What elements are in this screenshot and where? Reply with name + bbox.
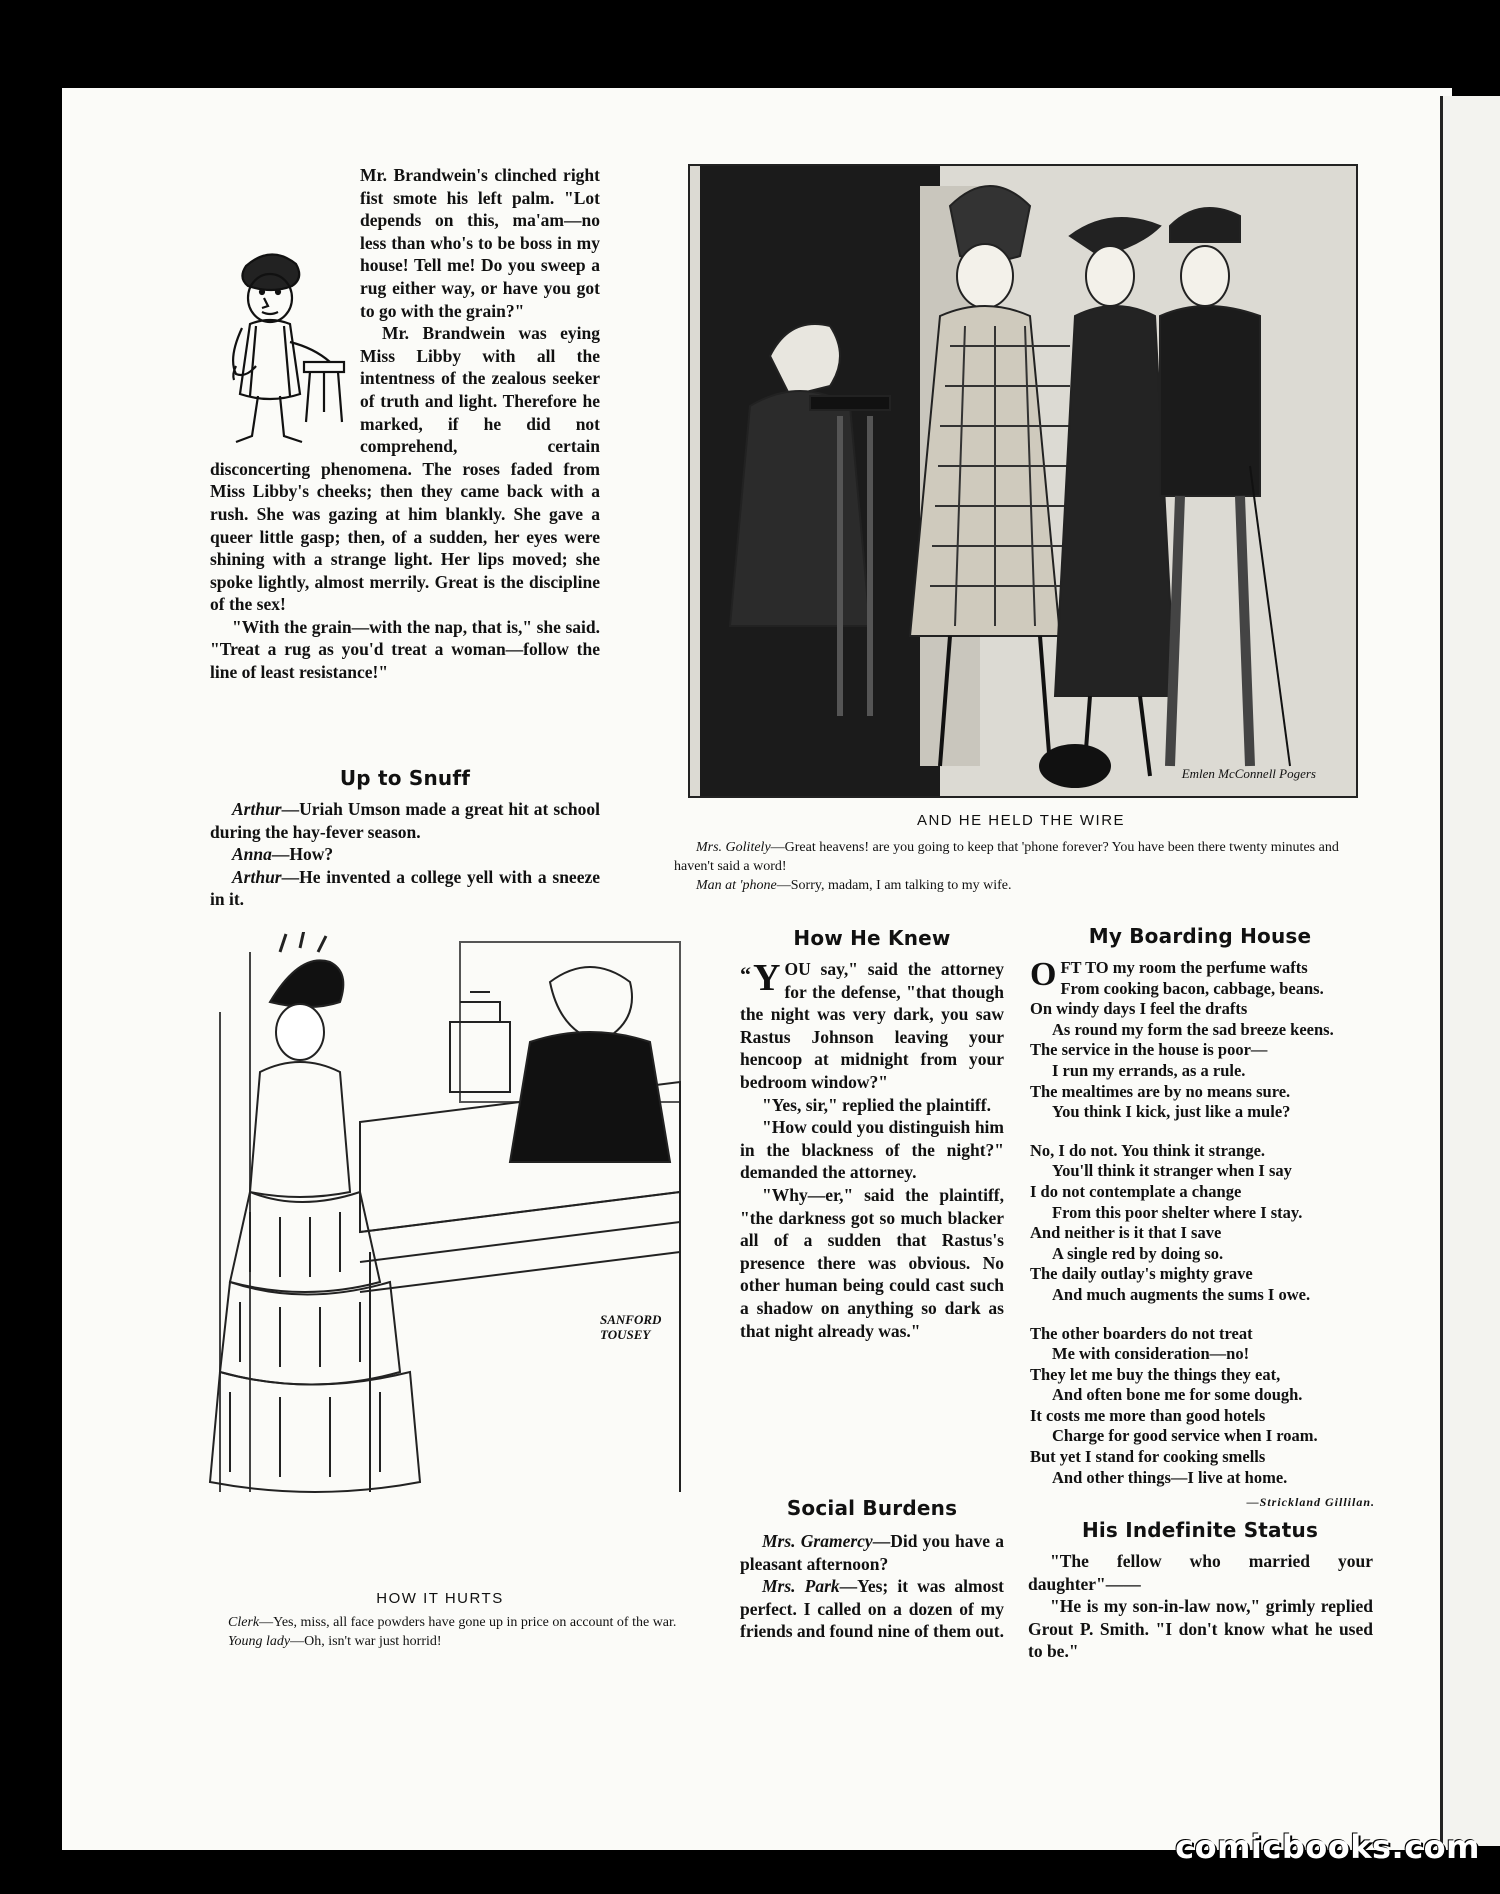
speaker-name: Clerk [228,1615,260,1630]
poem-credit: —Strickland Gillilan. [1246,1495,1375,1510]
speaker-name: Man at 'phone [696,878,777,893]
story-paragraph: "How could you distinguish him in the blackness of the night?" demanded the attorney. [740,1117,1004,1183]
dialogue-line: Arthur—He invented a college yell with a sneeze in it. [210,866,600,910]
social-burdens-body [740,1530,1004,1643]
poem-line: OFT TO my room the perfume wafts [1030,956,1308,993]
poem-line: It costs me more than good hotels [1030,1405,1266,1425]
facing-page-edge [1440,96,1500,1846]
how-it-hurts-caption-title: HOW IT HURTS [376,1590,504,1607]
open-quote: “ [740,962,751,987]
how-he-knew-heading: How He Knew [793,926,951,950]
drop-cap: Y [753,957,781,999]
poem-line: And other things—I live at home. [1052,1467,1288,1487]
illustrator-signature: SANFORD TOUSEY [600,1312,662,1342]
boarding-house-poem [1030,958,1375,1513]
poem-line: They let me buy the things they eat, [1030,1364,1281,1384]
speaker-name: Arthur [232,866,282,887]
poem-stanza [1030,958,1375,1123]
dialogue-line: Man at 'phone—Sorry, madam, I am talking to my wife. [696,878,1012,893]
speaker-name: Young lady [228,1634,291,1649]
poem-line: No, I do not. You think it strange. [1030,1140,1266,1160]
speaker-name: Mrs. Golitely [696,840,771,855]
dialogue-line: Mrs. Gramercy—Did you have a pleasant afternoon? [740,1531,1005,1574]
poem-line: And often bone me for some dough. [1052,1385,1303,1405]
poem-line: You think I kick, just like a mule? [1052,1102,1291,1122]
poem-line: I run my errands, as a rule. [1052,1060,1246,1080]
poem-line: As round my form the sad breeze keens. [1052,1019,1334,1039]
telephone-illustration [688,164,1358,798]
dialogue-line: Mrs. Golitely—Great heavens! are you going to keep that 'phone forever? You have been there twenty minutes and haven't said a word! [674,840,1339,874]
story-paragraph: Mr. Brandwein's clinched right fist smote his left palm. "Lot depends on this, ma'am—no less than who's to be boss in my house! Tell me! Do you sweep a rug either way, or have you got to go with the grain?" [360,165,600,321]
poem-line: But yet I stand for cooking smells [1030,1447,1266,1467]
drop-cap: O [1030,956,1057,993]
story-paragraph: "With the grain—with the nap, that is," she said. "Treat a rug as you'd treat a woman—follow the line of least resistance!" [210,616,600,683]
store-counter-illustration [190,932,690,1512]
dialogue-line: Arthur—Uriah Umson made a great hit at school during the hay-fever season. [210,799,600,842]
held-wire-caption [674,838,1364,895]
speaker-name: Mrs. Gramercy [762,1531,873,1551]
illustrator-signature: Emlen McConnell Pogers [1181,766,1316,781]
story-continuation [210,164,600,684]
poem-stanza [1030,1324,1375,1489]
up-to-snuff-body [210,798,600,911]
poem-line: On windy days I feel the drafts [1030,999,1248,1019]
story-paragraph: "Why—er," said the plaintiff, "the darkness got so much blacker all of a sudden that Rastus's presence there was obvious. No other human being could cast such a shadow on anything so dark as that night already was." [740,1184,1004,1341]
how-he-knew-body [740,958,1004,1342]
social-burdens-heading: Social Burdens [786,1496,958,1520]
poem-stanza [1030,1141,1375,1306]
poem-line: And much augments the sums I owe. [1052,1284,1311,1304]
story-paragraph: “ Y OU say," said the attorney for the defense, "that though the night was very dark, you saw Rastus Johnson leaving your hencoop at midnight from your bedroom window?" [740,957,1004,1092]
poem-line: From cooking bacon, cabbage, beans. [1060,978,1324,998]
poem-line: I do not contemplate a change [1030,1181,1242,1201]
dialogue-line: Anna—How? [232,844,334,865]
story-paragraph: "He is my son-in-law now," grimly replied Grout P. Smith. "I don't know what he used to be." [1028,1596,1373,1662]
speaker-name: Anna [232,844,272,865]
poem-line: The service in the house is poor— [1030,1040,1268,1060]
poem-line: And neither is it that I save [1030,1223,1222,1243]
dialogue-line: Mrs. Park—Yes; it was almost perfect. I called on a dozen of my friends and found nine of them out. [740,1576,1005,1642]
up-to-snuff-heading: Up to Snuff [339,766,471,790]
boarding-house-heading: My Boarding House [1088,924,1312,948]
poem-line: Charge for good service when I roam. [1052,1426,1318,1446]
indefinite-status-body [1028,1550,1373,1663]
speaker-name: Mrs. Park [762,1576,840,1597]
poem-line: Me with consideration—no! [1052,1344,1250,1364]
story-paragraph: "Yes, sir," replied the plaintiff. [762,1094,991,1115]
poem-line: The mealtimes are by no means sure. [1030,1081,1291,1101]
apron-man-drawing [206,246,354,456]
story-paragraph: Mr. Brandwein was eying Miss Libby with all the intentness of the zealous seeker of truth and light. Therefore he marked, if he did not comprehend, certain disconcerting phenomena. The roses faded from Miss Libby's cheeks; then they came back with a rush. She was gazing at him blankly. She gave a queer little gasp; then, of a sudden, her eyes were shining with a strange light. Her lips moved; she spoke lightly, almost merrily. Great is the discipline of the sex! [210,323,600,615]
site-watermark: comicbooks.com [1175,1828,1480,1866]
speaker-name: Arthur [232,799,282,819]
poem-line: The other boarders do not treat [1030,1323,1253,1343]
poem-line: A single red by doing so. [1052,1243,1224,1263]
dialogue-line: Clerk—Yes, miss, all face powders have gone up in price on account of the war. [228,1615,677,1630]
indefinite-status-heading: His Indefinite Status [1081,1518,1319,1542]
how-it-hurts-caption [206,1613,706,1651]
poem-line: You'll think it stranger when I say [1052,1161,1292,1181]
poem-line: From this poor shelter where I stay. [1052,1202,1303,1222]
held-wire-caption-title: AND HE HELD THE WIRE [916,812,1126,829]
poem-line: The daily outlay's mighty grave [1030,1264,1253,1284]
story-paragraph: "The fellow who married your daughter"—— [1028,1551,1373,1594]
dialogue-line: Young lady—Oh, isn't war just horrid! [228,1634,442,1649]
